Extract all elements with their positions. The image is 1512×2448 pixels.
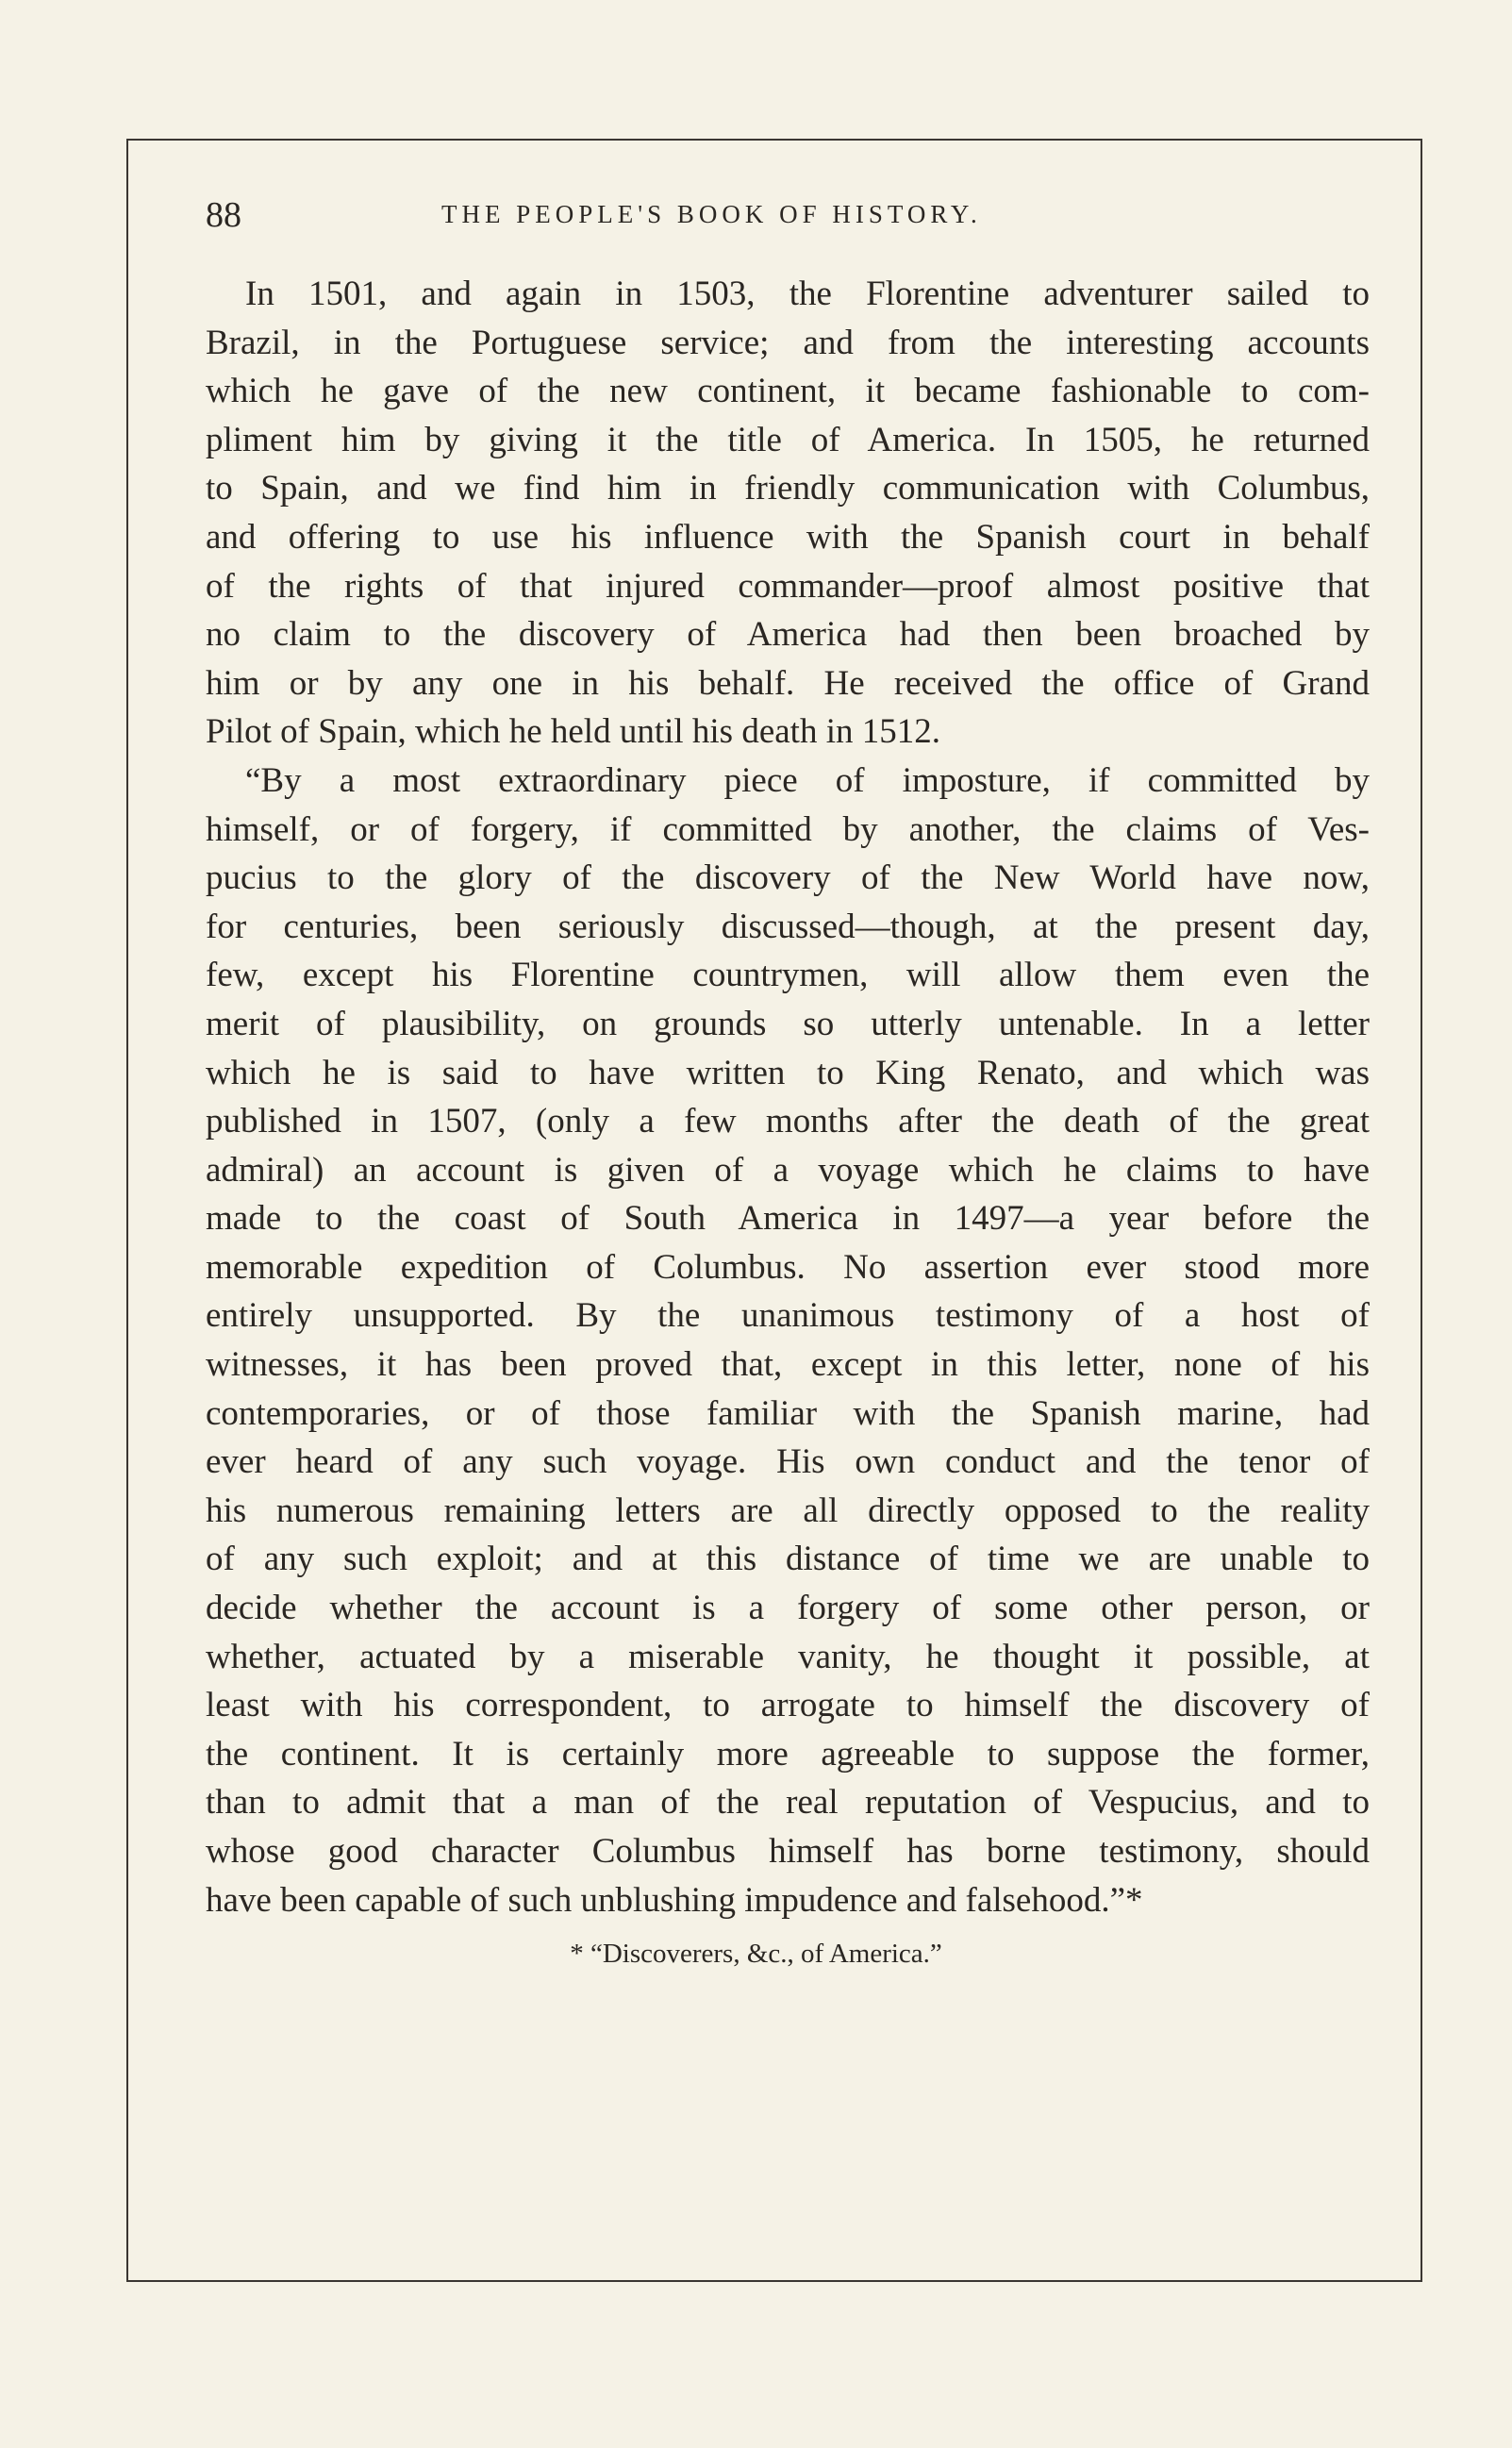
- text-line: ever heard of any such voyage. His own conduct and the tenor of: [206, 1442, 1370, 1482]
- text-line: himself, or of forgery, if committed by another, the claims of Ves-: [206, 809, 1370, 849]
- text-line: “By a most extraordinary piece of imposture, if committed by: [245, 760, 1370, 800]
- page-header: [206, 194, 1370, 241]
- text-line: admiral) an account is given of a voyage which he claims to have: [206, 1150, 1370, 1190]
- text-line: published in 1507, (only a few months after the death of the great: [206, 1102, 1370, 1141]
- text-line: whether, actuated by a miserable vanity, he thought it possible, at: [206, 1637, 1370, 1676]
- text-line: than to admit that a man of the real reputation of Vespucius, and to: [206, 1783, 1370, 1823]
- text-line: his numerous remaining letters are all directly opposed to the reality: [206, 1490, 1370, 1530]
- text-line: Brazil, in the Portuguese service; and from the interesting accounts: [206, 323, 1370, 362]
- text-line: pucius to the glory of the discovery of the New World have now,: [206, 858, 1370, 898]
- text-line: no claim to the discovery of America had then been broached by: [206, 615, 1370, 655]
- text-line: have been capable of such unblushing impudence and falsehood.”*: [206, 1880, 1143, 1920]
- text-line: made to the coast of South America in 1497—a year before the: [206, 1199, 1370, 1239]
- text-line: the continent. It is certainly more agreeable to suppose the former,: [206, 1734, 1370, 1774]
- running-head: THE PEOPLE'S BOOK OF HISTORY.: [441, 200, 982, 228]
- text-line: of any such exploit; and at this distance of time we are unable to: [206, 1540, 1370, 1579]
- text-line: In 1501, and again in 1503, the Florentine adventurer sailed to: [245, 275, 1370, 313]
- text-line: memorable expedition of Columbus. No assertion ever stood more: [206, 1247, 1370, 1287]
- text-line: which he gave of the new continent, it became fashionable to com-: [206, 372, 1370, 411]
- text-line: whose good character Columbus himself has borne testimony, should: [206, 1832, 1370, 1871]
- text-line: decide whether the account is a forgery of some other person, or: [206, 1589, 1370, 1628]
- text-line: Pilot of Spain, which he held until his death in 1512.: [206, 712, 940, 752]
- text-line: and offering to use his influence with the Spanish court in behalf: [206, 517, 1370, 557]
- text-line: witnesses, it has been proved that, except in this letter, none of his: [206, 1345, 1370, 1385]
- footnote: * “Discoverers, &c., of America.”: [570, 1939, 942, 1969]
- text-line: few, except his Florentine countrymen, will allow them even the: [206, 956, 1370, 995]
- text-line: least with his correspondent, to arrogate to himself the discovery of: [206, 1686, 1370, 1725]
- text-line: of the rights of that injured commander—proof almost positive that: [206, 566, 1370, 606]
- text-line: which he is said to have written to King Renato, and which was: [206, 1053, 1370, 1092]
- text-line: contemporaries, or of those familiar with the Spanish marine, had: [206, 1393, 1370, 1433]
- text-line: for centuries, been seriously discussed—though, at the present day,: [206, 907, 1370, 946]
- text-line: entirely unsupported. By the unanimous testimony of a host of: [206, 1296, 1370, 1336]
- page-number: 88: [206, 195, 241, 235]
- text-line: to Spain, and we find him in friendly communication with Columbus,: [206, 469, 1370, 508]
- text-line: pliment him by giving it the title of America. In 1505, he returned: [206, 420, 1370, 459]
- text-line: merit of plausibility, on grounds so utterly untenable. In a letter: [206, 1004, 1370, 1043]
- text-line: him or by any one in his behalf. He received the office of Grand: [206, 663, 1370, 703]
- body-text: [206, 270, 1370, 1924]
